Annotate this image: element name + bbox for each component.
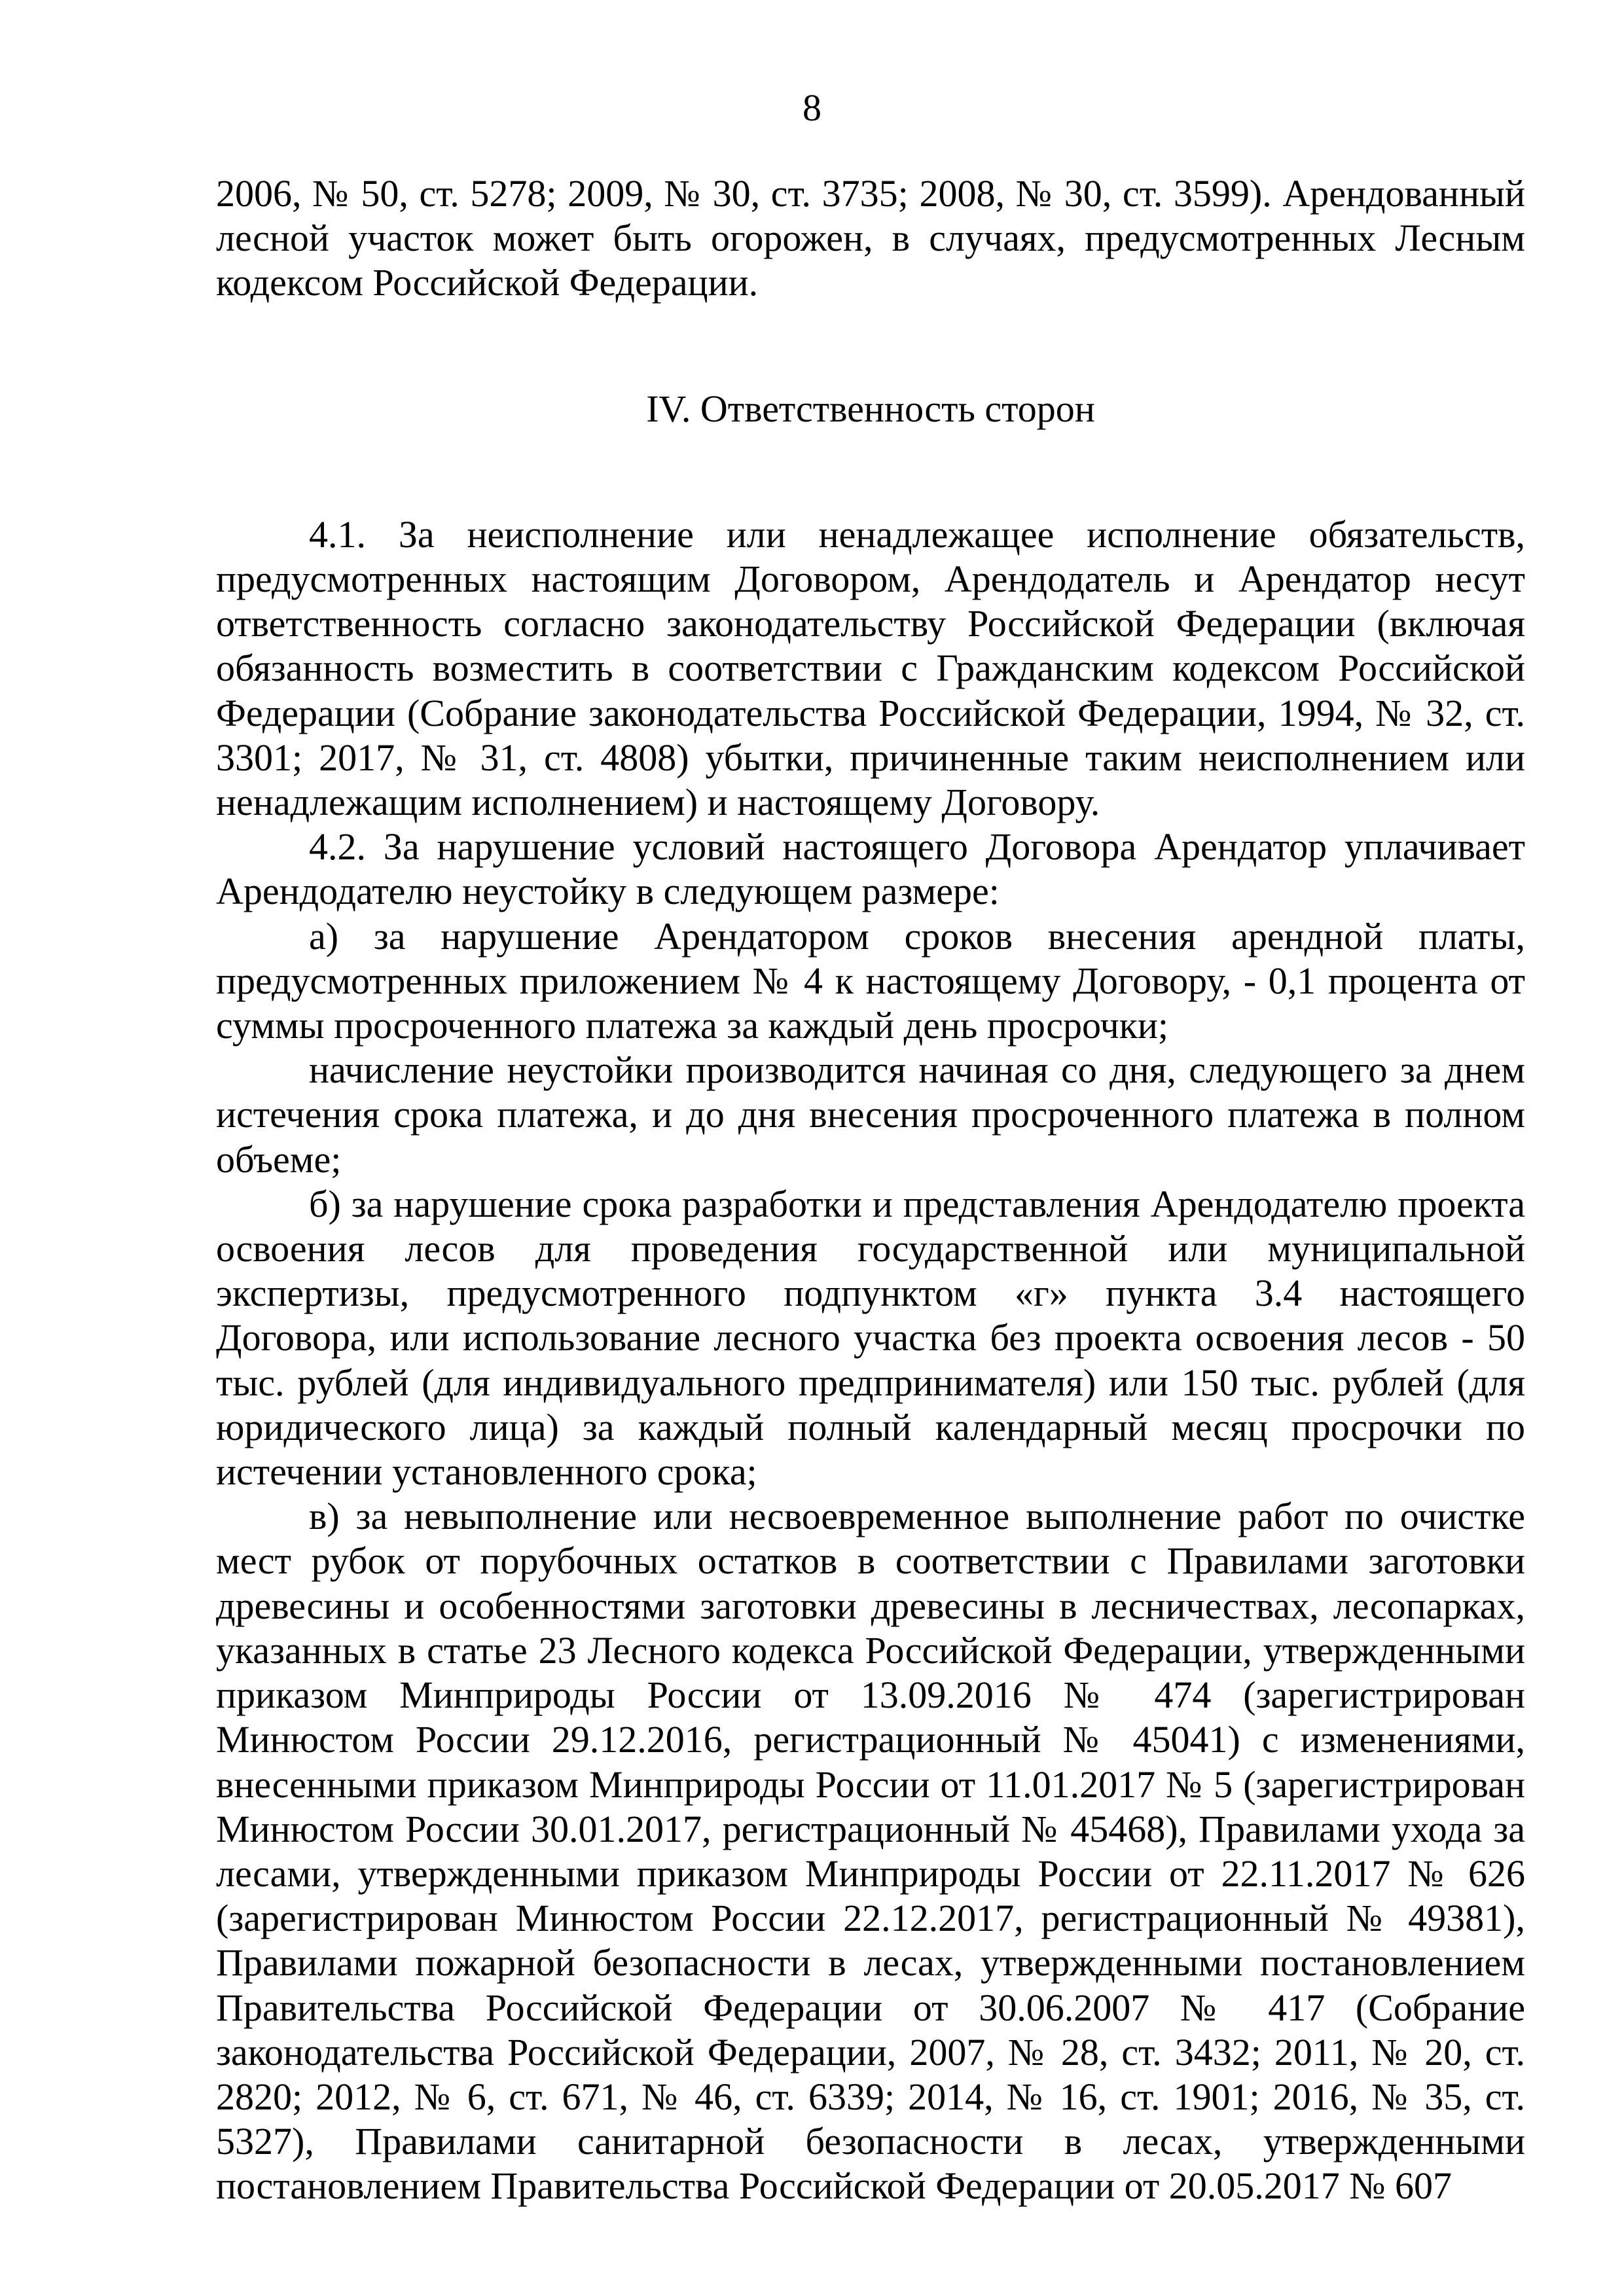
section-title: IV. Ответственность сторон (646, 387, 1095, 430)
paragraph-accrual: начисление неустойки производится начиная со дня, следующего за днем истечения срока платежа, и до дня внесения просроченного платежа в полном объеме; (216, 1049, 1525, 1181)
subparagraph-a: а) за нарушение Арендатором сроков внесения арендной платы, предусмотренных приложением № 4 к настоящему Договору, - 0,1 процента от суммы просроченного платежа за каждый день просрочки; (216, 914, 1525, 1047)
page-number: 8 (803, 86, 821, 129)
subparagraph-b: б) за нарушение срока разработки и представления Арендодателю проекта освоения лесов для проведения государственной или муниципальной экспертизы, предусмотренного подпунктом «г» пункта 3.4 настоящего Договора, или использование лесного участка без проекта освоения лесов - 50 тыс. рублей (для индивидуального предпринимателя) или 150 тыс. рублей (для юридического лица) за каждый полный календарный месяц просрочки по истечении установленного срока; (216, 1182, 1525, 1494)
paragraph-4-1: 4.1. За неисполнение или ненадлежащее исполнение обязательств, предусмотренных настоящим Договором, Арендодатель и Арендатор несут ответственность согласно законодательству Российской Федерации (включая обязанность возместить в соответствии с Гражданским кодексом Российской Федерации (Собрание законодательства Российской Федерации, 1994, № 32, ст. 3301; 2017, № 31, ст. 4808) убытки, причиненные таким неисполнением или ненадлежащим исполнением) и настоящему Договору. (216, 512, 1525, 824)
paragraph-4-2: 4.2. За нарушение условий настоящего Договора Арендатор уплачивает Арендодателю неустойку в следующем размере: (216, 825, 1525, 913)
document-body (216, 171, 1525, 2209)
intro-paragraph: 2006, № 50, ст. 5278; 2009, № 30, ст. 3735; 2008, № 30, ст. 3599). Арендованный лесной участок может быть огорожен, в случаях, предусмотренных Лесным кодексом Российской Федерации. (216, 172, 1525, 304)
subparagraph-v: в) за невыполнение или несвоевременное выполнение работ по очистке мест рубок от порубочных остатков в соответствии с Правилами заготовки древесины и особенностями заготовки древесины в лесничествах, лесопарках, указанных в статье 23 Лесного кодекса Российской Федерации, утвержденными приказом Минприроды России от 13.09.2016 № 474 (зарегистрирован Минюстом России 29.12.2016, регистрационный № 45041) с изменениями, внесенными приказом Минприроды России от 11.01.2017 № 5 (зарегистрирован Минюстом России 30.01.2017, регистрационный № 45468), Правилами ухода за лесами, утвержденными приказом Минприроды России от 22.11.2017 № 626 (зарегистрирован Минюстом России 22.12.2017, регистрационный № 49381), Правилами пожарной безопасности в лесах, утвержденными постановлением Правительства Российской Федерации от 30.06.2007 № 417 (Собрание законодательства Российской Федерации, 2007, № 28, ст. 3432; 2011, № 20, ст. 2820; 2012, № 6, ст. 671, № 46, ст. 6339; 2014, № 16, ст. 1901; 2016, № 35, ст. 5327), Правилами санитарной безопасности в лесах, утвержденными постановлением Правительства Российской Федерации от 20.05.2017 № 607 (216, 1495, 1525, 2208)
